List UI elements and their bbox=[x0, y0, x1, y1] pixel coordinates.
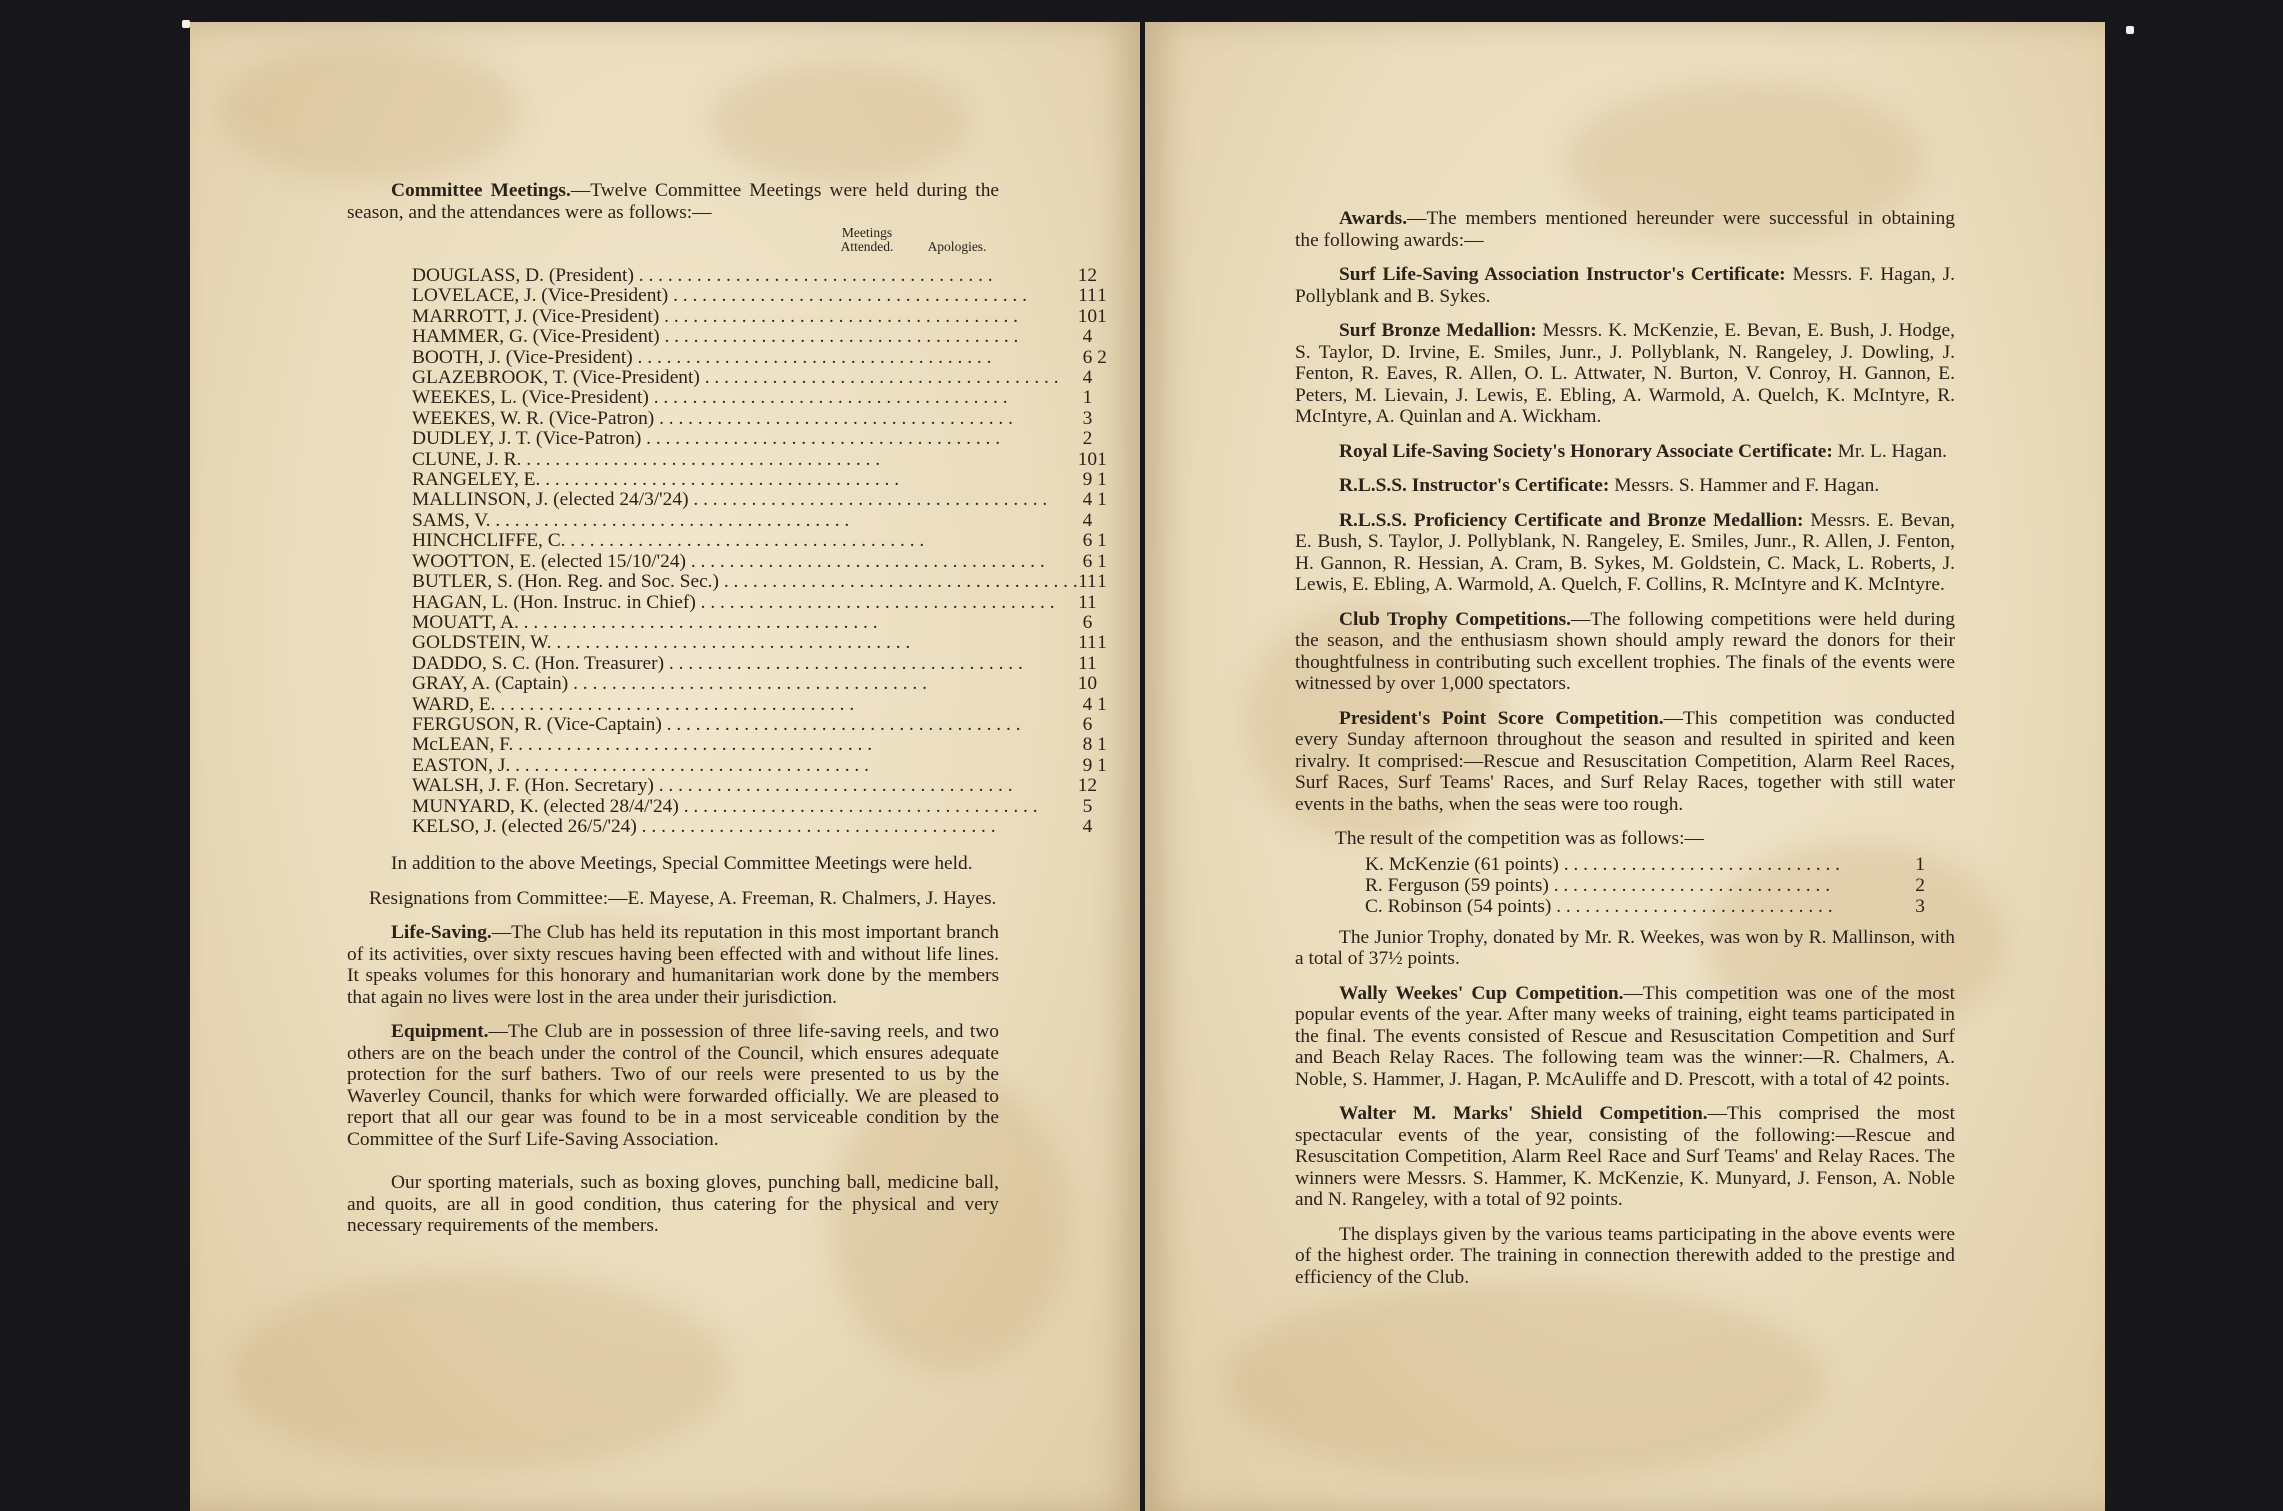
apologies-count bbox=[1097, 674, 1107, 694]
list-item bbox=[1365, 896, 1955, 917]
apologies-count: 1 bbox=[1097, 571, 1107, 593]
table-row bbox=[412, 552, 1107, 572]
table-row bbox=[412, 388, 1107, 408]
col-apologies: Apologies. bbox=[927, 239, 987, 254]
rlss-proficiency-paragraph: R.L.S.S. Proficiency Certificate and Bronze Medallion: Messrs. E. Bevan, E. Bush, S. Taylor, J. Pollyblank, N. Rangeley, E. Smiles, Junr., R. Allen, J. Fenton, H. Gannon, R. Hessian, A. Cram, B. Sykes, M. Goldstein, C. Mack, L. Roberts, J. Lewis, E. Ebling, A. Warmold, A. Quelch, F. Collins, R. McIntyre and K. McIntyre. bbox=[1295, 509, 1955, 595]
table-row bbox=[412, 695, 1107, 715]
meetings-attended: 4 bbox=[1082, 326, 1093, 348]
table-row bbox=[412, 715, 1107, 735]
apologies-count: 1 bbox=[1097, 693, 1107, 715]
member-name: GOLDSTEIN, W. . . . bbox=[412, 633, 1078, 653]
member-name: DADDO, S. C. (Hon. Treasurer) . . . bbox=[412, 654, 1078, 674]
result-place: 1 bbox=[1915, 853, 1925, 875]
table-row bbox=[412, 409, 1107, 429]
member-name: HAMMER, G. (Vice-President) . . . bbox=[412, 327, 1078, 347]
col-meetings: Meetings bbox=[841, 225, 893, 240]
member-name: MALLINSON, J. (elected 24/3/'24) . . . bbox=[412, 490, 1078, 510]
resignations-paragraph: Resignations from Committee:—E. Mayese, A. Freeman, R. Chalmers, J. Hayes. bbox=[369, 887, 997, 909]
member-name: FERGUSON, R. (Vice-Captain) . . . bbox=[412, 715, 1078, 735]
apologies-count bbox=[1097, 429, 1107, 449]
meetings-attended: 3 bbox=[1082, 407, 1093, 429]
meetings-attended: 10 bbox=[1077, 673, 1098, 695]
table-row bbox=[412, 531, 1107, 551]
table-row bbox=[412, 735, 1107, 755]
member-name: MUNYARD, K. (elected 28/4/'24) . . . bbox=[412, 797, 1078, 817]
apologies-count bbox=[1097, 613, 1107, 633]
member-name: WOOTTON, E. (elected 15/10/'24) . . . bbox=[412, 552, 1078, 572]
meetings-attended: 9 bbox=[1082, 754, 1093, 776]
apologies-count bbox=[1097, 817, 1107, 837]
committee-meetings-heading: Committee Meetings. bbox=[391, 180, 571, 201]
special-meetings-paragraph: In addition to the above Meetings, Special Committee Meetings were held. bbox=[391, 853, 973, 875]
meetings-attended: 5 bbox=[1082, 795, 1093, 817]
table-row bbox=[412, 817, 1107, 837]
col-attended: Attended. bbox=[840, 239, 894, 254]
member-name: KELSO, J. (elected 26/5/'24) . . . bbox=[412, 817, 1078, 837]
meetings-attended: 4 bbox=[1082, 367, 1093, 389]
apologies-count: 2 bbox=[1097, 346, 1107, 368]
instructor-certificate-paragraph: Surf Life-Saving Association Instructor's Certificate: Messrs. F. Hagan, J. Pollyblank and B. Sykes. bbox=[1295, 264, 1955, 307]
rlss-instructor-paragraph: R.L.S.S. Instructor's Certificate: Messrs. S. Hammer and F. Hagan. bbox=[1339, 475, 1880, 496]
apologies-count bbox=[1097, 593, 1107, 613]
table-row bbox=[412, 348, 1107, 368]
table-row bbox=[412, 776, 1107, 796]
table-row bbox=[412, 490, 1107, 510]
meetings-attended: 2 bbox=[1082, 428, 1093, 450]
apologies-count: 1 bbox=[1097, 285, 1107, 307]
result-name: K. McKenzie (61 points) . . . bbox=[1365, 854, 1885, 875]
royal-certificate-paragraph: Royal Life-Saving Society's Honorary Associate Certificate: Mr. L. Hagan. bbox=[1339, 440, 1947, 462]
member-name: GLAZEBROOK, T. (Vice-President) . . . bbox=[412, 368, 1078, 388]
life-saving-heading: Life-Saving. bbox=[391, 922, 492, 944]
left-column bbox=[347, 180, 1107, 1250]
result-name: C. Robinson (54 points) . . . bbox=[1365, 896, 1885, 917]
result-place: 3 bbox=[1915, 895, 1925, 917]
table-row bbox=[412, 429, 1107, 449]
member-name: McLEAN, F. . . . bbox=[412, 735, 1078, 755]
corner-mark-right bbox=[2126, 26, 2134, 34]
club-trophy-paragraph: Club Trophy Competitions.—The following competitions were held during the season, and the enthusiasm shown should amply reward the donors for their thoughtfulness in contributing such excellent trophies. The finals of the events were witnessed by over 1,000 spectators. bbox=[1295, 608, 1955, 694]
member-name: CLUNE, J. R. . . . bbox=[412, 450, 1078, 470]
meetings-attended: 4 bbox=[1082, 489, 1093, 511]
table-row bbox=[412, 674, 1107, 694]
table-row bbox=[412, 633, 1107, 653]
meetings-attended: 8 bbox=[1082, 734, 1093, 756]
life-saving-paragraph: Life-Saving.—The Club has held its reputation in this most important branch of its activities, over sixty rescues having been effected with and without life lines. It speaks volumes for this honorary and humanitarian work done by the members that again no lives were lost in the area under their jurisdiction. bbox=[347, 922, 999, 1008]
meetings-attended: 12 bbox=[1077, 775, 1098, 797]
member-name: SAMS, V. . . . bbox=[412, 511, 1078, 531]
member-name: HAGAN, L. (Hon. Instruc. in Chief) . . . bbox=[412, 593, 1078, 613]
attendance-table bbox=[412, 266, 1107, 837]
table-row bbox=[412, 593, 1107, 613]
meetings-attended: 6 bbox=[1082, 530, 1093, 552]
member-name: RANGELEY, E. . . . bbox=[412, 470, 1078, 490]
member-name: WEEKES, L. (Vice-President) . . . bbox=[412, 388, 1078, 408]
meetings-attended: 12 bbox=[1077, 265, 1098, 286]
meetings-attended: 1 bbox=[1082, 387, 1093, 409]
result-name: R. Ferguson (59 points) . . . bbox=[1365, 875, 1885, 896]
member-name: WALSH, J. F. (Hon. Secretary) . . . bbox=[412, 776, 1078, 796]
president-point-score-paragraph: President's Point Score Competition.—This competition was conducted every Sunday afternoon throughout the season and resulted in spirited and keen rivalry. It comprised:—Rescue and Resuscitation Competition, Alarm Reel Races, Surf Races, Surf Teams' Races, and Surf Relay Races, together with still water events in the baths, when the seas were too rough. bbox=[1295, 707, 1955, 815]
table-row bbox=[412, 470, 1107, 490]
walter-marks-paragraph: Walter M. Marks' Shield Competition.—This comprised the most spectacular events of the year, consisting of the following:—Rescue and Resuscitation Competition, Alarm Reel Race and Surf Teams' and Relay Races. The winners were Messrs. S. Hammer, K. McKenzie, K. Munyard, J. Fenson, A. Noble and N. Rangeley, with a total of 92 points. bbox=[1295, 1103, 1955, 1210]
member-name: GRAY, A. (Captain) . . . bbox=[412, 674, 1078, 694]
meetings-attended: 11 bbox=[1078, 591, 1097, 613]
list-item bbox=[1365, 875, 1955, 896]
displays-paragraph: The displays given by the various teams participating in the above events were of the highest order. The training in connection therewith added to the prestige and efficiency of the Club. bbox=[1295, 1223, 1955, 1288]
apologies-count: 1 bbox=[1097, 305, 1107, 327]
sporting-paragraph: Our sporting materials, such as boxing gloves, punching ball, medicine ball, and quoits, are all in good condition, thus catering for the physical and very necessary requirements of the members. bbox=[347, 1172, 999, 1237]
apologies-count bbox=[1097, 797, 1107, 817]
meetings-attended: 4 bbox=[1082, 815, 1093, 837]
apologies-count: 1 bbox=[1097, 489, 1107, 511]
apologies-count bbox=[1097, 409, 1107, 429]
meetings-attended: 4 bbox=[1082, 509, 1093, 531]
table-row bbox=[412, 572, 1107, 592]
meetings-attended: 11 bbox=[1078, 652, 1097, 674]
meetings-attended: 10 bbox=[1077, 305, 1098, 327]
wally-weekes-paragraph: Wally Weekes' Cup Competition.—This competition was one of the most popular events of the year. After many weeks of training, eight teams participated in the final. The events consisted of Rescue and Resuscitation Competition and Surf and Beach Relay Races. The following team was the winner:—R. Chalmers, A. Noble, S. Hammer, J. Hagan, P. McAuliffe and D. Prescott, with a total of 42 points. bbox=[1295, 982, 1955, 1090]
table-row bbox=[412, 511, 1107, 531]
member-name: DUDLEY, J. T. (Vice-Patron) . . . bbox=[412, 429, 1078, 449]
meetings-attended: 6 bbox=[1082, 713, 1093, 735]
junior-trophy-paragraph: The Junior Trophy, donated by Mr. R. Weekes, was won by R. Mallinson, with a total of 37½ points. bbox=[1295, 926, 1955, 969]
awards-paragraph: Awards.—The members mentioned hereunder were successful in obtaining the following awards:— bbox=[1295, 208, 1955, 251]
apologies-count: 1 bbox=[1097, 530, 1107, 552]
apologies-count bbox=[1097, 776, 1107, 796]
apologies-count bbox=[1097, 266, 1107, 286]
meetings-attended: 11 bbox=[1078, 571, 1097, 593]
table-row bbox=[412, 327, 1107, 347]
bronze-medallion-paragraph: Surf Bronze Medallion: Messrs. K. McKenzie, E. Bevan, E. Bush, J. Hodge, S. Taylor, D. Irvine, E. Smiles, Junr., J. Pollyblank, N. Rangeley, J. Dowling, J. Fenton, R. Eaves, R. Allen, O. L. Attwater, N. Burton, V. Conroy, H. Gannon, E. Peters, M. Lievain, J. Lewis, E. Ebling, A. Warmold, A. Quelch, K. McIntyre, R. McIntyre, A. Quinlan and A. Wickham. bbox=[1295, 320, 1955, 427]
member-name: BUTLER, S. (Hon. Reg. and Soc. Sec.) . . . bbox=[412, 572, 1078, 592]
meetings-attended: 11 bbox=[1078, 285, 1097, 307]
table-row bbox=[412, 368, 1107, 388]
meetings-attended: 10 bbox=[1077, 448, 1098, 470]
member-name: EASTON, J. . . . bbox=[412, 756, 1078, 776]
meetings-attended: 6 bbox=[1082, 550, 1093, 572]
awards-heading: Awards. bbox=[1339, 208, 1408, 229]
member-name: HINCHCLIFFE, C. . . . bbox=[412, 531, 1078, 551]
apologies-count bbox=[1097, 327, 1107, 347]
results-list bbox=[1365, 854, 1955, 917]
apologies-count: 1 bbox=[1097, 734, 1107, 756]
meetings-attended: 6 bbox=[1082, 346, 1093, 368]
equipment-paragraph: Equipment.—The Club are in possession of three life-saving reels, and two others are on the beach under the control of the Council, which ensures adequate protection for the surf bathers. Two of our reels were presented to us by the Waverley Council, thanks for which were forwarded officially. We are pleased to report that all our gear was found to be in a most serviceable condition by the Committee of the Surf Life-Saving Association. bbox=[347, 1021, 999, 1150]
result-place: 2 bbox=[1915, 874, 1925, 896]
attendance-column-headers bbox=[347, 226, 999, 266]
left-page bbox=[190, 22, 1140, 1511]
table-row bbox=[412, 654, 1107, 674]
meetings-attended: 6 bbox=[1082, 611, 1093, 633]
member-name: BOOTH, J. (Vice-President) . . . bbox=[412, 348, 1078, 368]
table-row bbox=[412, 613, 1107, 633]
apologies-count: 1 bbox=[1097, 448, 1107, 470]
member-name: WEEKES, W. R. (Vice-Patron) . . . bbox=[412, 409, 1078, 429]
list-item bbox=[1365, 854, 1955, 875]
apologies-count: 1 bbox=[1097, 754, 1107, 776]
member-name: DOUGLASS, D. (President) . . . bbox=[412, 266, 1078, 286]
table-row bbox=[412, 756, 1107, 776]
apologies-count: 1 bbox=[1097, 632, 1107, 654]
table-row bbox=[412, 286, 1107, 306]
apologies-count: 1 bbox=[1097, 469, 1107, 491]
member-name: LOVELACE, J. (Vice-President) . . . bbox=[412, 286, 1078, 306]
member-name: MARROTT, J. (Vice-President) . . . bbox=[412, 307, 1078, 327]
committee-meetings-paragraph: Committee Meetings.—Twelve Committee Meetings were held during the season, and the attendances were as follows:— bbox=[347, 180, 999, 223]
apologies-count bbox=[1097, 511, 1107, 531]
apologies-count bbox=[1097, 654, 1107, 674]
corner-mark-left bbox=[182, 20, 190, 28]
table-row bbox=[412, 266, 1107, 286]
table-row bbox=[412, 307, 1107, 327]
meetings-attended: 4 bbox=[1082, 693, 1093, 715]
table-row bbox=[412, 797, 1107, 817]
meetings-attended: 11 bbox=[1078, 632, 1097, 654]
apologies-count bbox=[1097, 715, 1107, 735]
apologies-count bbox=[1097, 368, 1107, 388]
table-row bbox=[412, 450, 1107, 470]
member-name: MOUATT, A. . . . bbox=[412, 613, 1078, 633]
member-name: WARD, E. . . . bbox=[412, 695, 1078, 715]
equipment-heading: Equipment. bbox=[391, 1021, 489, 1043]
meetings-attended: 9 bbox=[1082, 469, 1093, 491]
right-page bbox=[1145, 22, 2105, 1511]
apologies-count bbox=[1097, 388, 1107, 408]
result-intro: The result of the competition was as follows:— bbox=[1335, 828, 1704, 849]
apologies-count: 1 bbox=[1097, 550, 1107, 572]
right-column bbox=[1295, 208, 1955, 1301]
